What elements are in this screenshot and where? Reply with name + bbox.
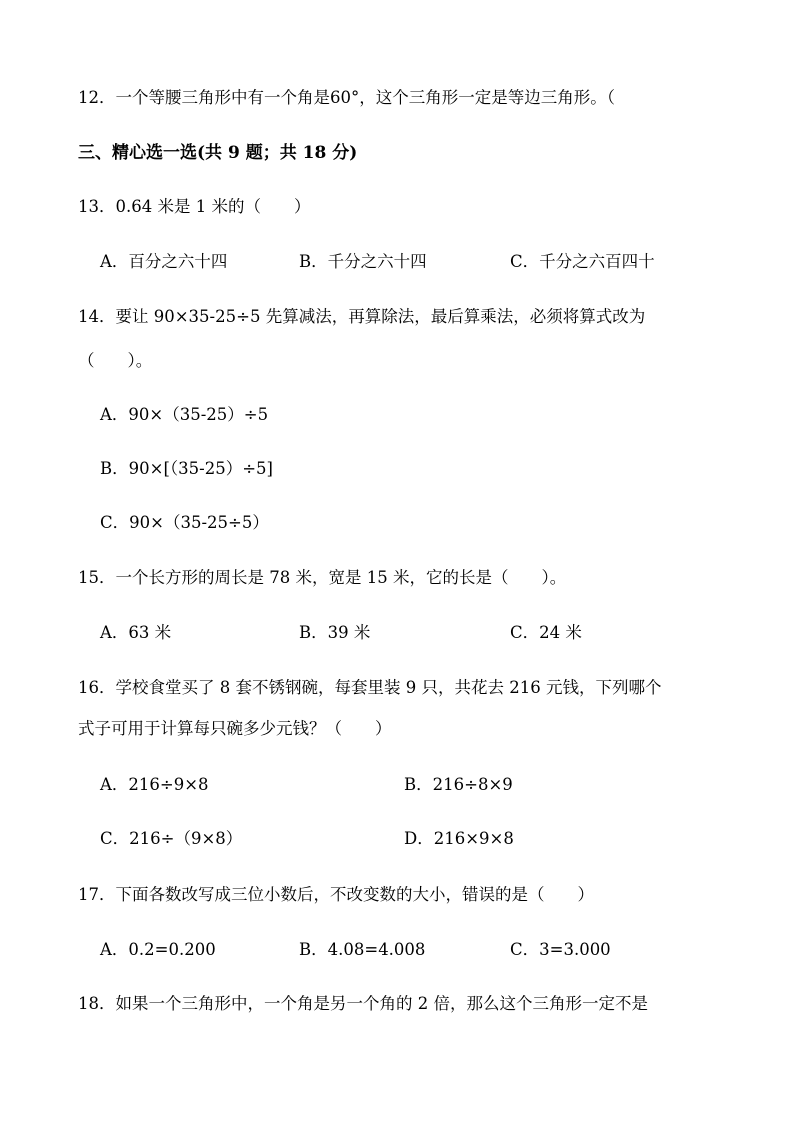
question-16-stem: 16．学校食堂买了 8 套不锈钢碗，每套里装 9 只，共花去 216 元钱，下列哪个 [78, 678, 662, 697]
q15-option-c[interactable]: C．24 米 [510, 623, 582, 642]
question-18-stem: 18．如果一个三角形中，一个角是另一个角的 2 倍，那么这个三角形一定不是 [78, 994, 648, 1013]
question-15-stem: 15．一个长方形的周长是 78 米，宽是 15 米，它的长是（ ）。 [78, 568, 567, 587]
q13-option-a[interactable]: A．百分之六十四 [100, 252, 228, 271]
q16-option-c[interactable]: C．216÷（9×8） [100, 829, 243, 848]
q16-option-d[interactable]: D．216×9×8 [404, 829, 514, 848]
q17-option-a[interactable]: A．0.2=0.200 [100, 940, 216, 959]
question-17-stem: 17．下面各数改写成三位小数后，不改变数的大小，错误的是（ ） [78, 885, 594, 904]
q17-option-c[interactable]: C．3=3.000 [510, 940, 611, 959]
question-16-stem-cont: 式子可用于计算每只碗多少元钱？（ ） [78, 719, 392, 738]
q17-option-b[interactable]: B．4.08=4.008 [299, 940, 426, 959]
q15-option-a[interactable]: A．63 米 [100, 623, 172, 642]
question-14-stem-cont: （ ）。 [78, 351, 153, 370]
q14-option-c[interactable]: C．90×（35-25÷5） [100, 513, 269, 532]
question-14-stem: 14．要让 90×35-25÷5 先算减法，再算除法，最后算乘法，必须将算式改为 [78, 307, 646, 326]
q14-option-a[interactable]: A．90×（35-25）÷5 [100, 405, 269, 424]
q15-option-b[interactable]: B．39 米 [299, 623, 371, 642]
q13-option-b[interactable]: B．千分之六十四 [299, 252, 427, 271]
q14-option-b[interactable]: B．90×[（35-25）÷5] [100, 459, 273, 478]
q16-option-b[interactable]: B．216÷8×9 [404, 775, 513, 794]
section-3-heading: 三、精心选一选(共 9 题；共 18 分) [78, 143, 358, 163]
q16-option-a[interactable]: A．216÷9×8 [100, 775, 209, 794]
q13-option-c[interactable]: C．千分之六百四十 [510, 252, 655, 271]
question-12-text: 12．一个等腰三角形中有一个角是60°，这个三角形一定是等边三角形。（ [78, 88, 615, 107]
question-13-stem: 13．0.64 米是 1 米的（ ） [78, 197, 311, 216]
